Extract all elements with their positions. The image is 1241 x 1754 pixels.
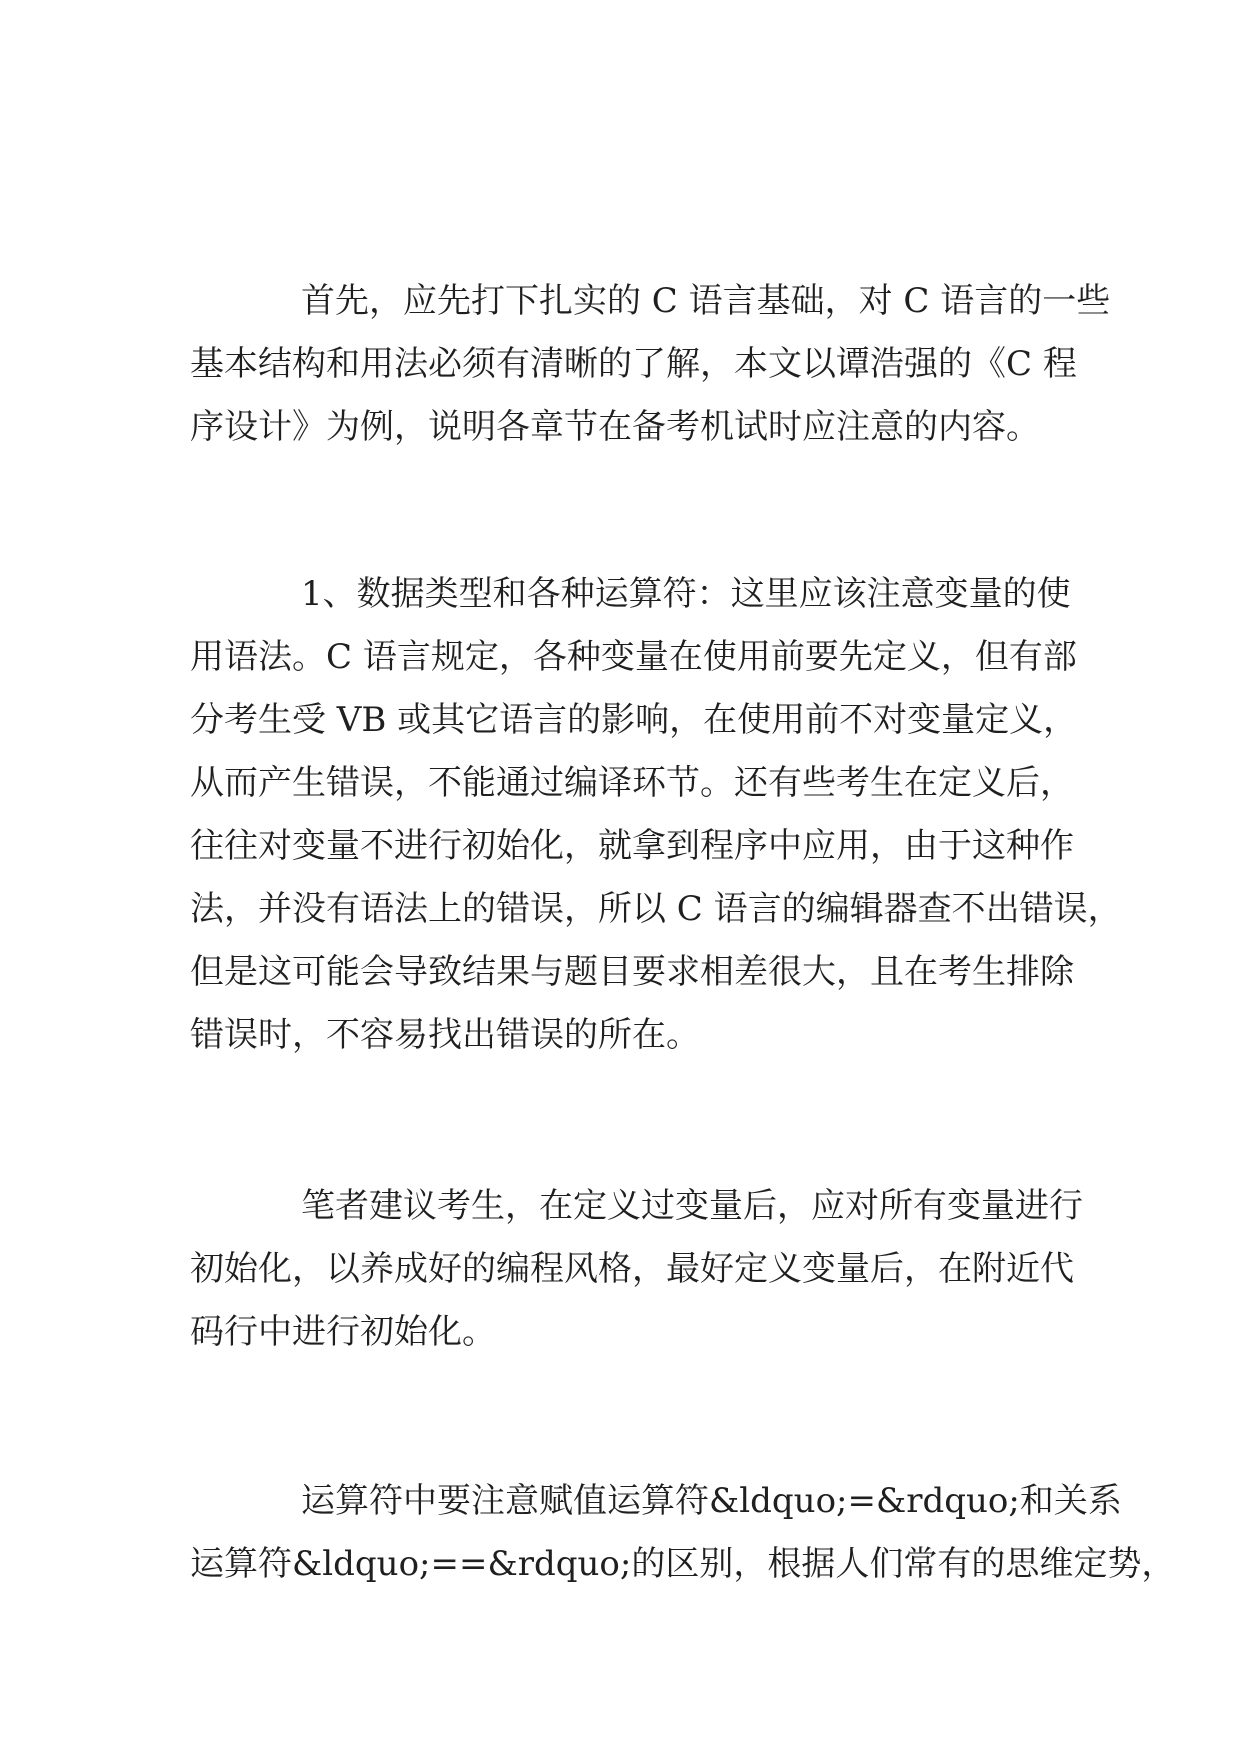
paragraph-1-line-3: 序设计》为例，说明各章节在备考机试时应注意的内容。 xyxy=(190,407,1040,447)
paragraph-2-line-4: 从而产生错误，不能通过编译环节。还有些考生在定义后， xyxy=(190,763,1074,803)
paragraph-2-line-6: 法，并没有语法上的错误，所以 C 语言的编辑器查不出错误， xyxy=(190,889,1122,929)
paragraph-2-line-1: 1、数据类型和各种运算符：这里应该注意变量的使 xyxy=(301,574,1071,614)
paragraph-4-line-2: 运算符&ldquo;==&rdquo;的区别，根据人们常有的思维定势， xyxy=(190,1544,1176,1584)
paragraph-3-line-1: 笔者建议考生，在定义过变量后，应对所有变量进行 xyxy=(301,1186,1083,1226)
paragraph-2-line-7: 但是这可能会导致结果与题目要求相差很大，且在考生排除 xyxy=(190,952,1074,992)
paragraph-2-line-8: 错误时，不容易找出错误的所在。 xyxy=(190,1015,700,1055)
paragraph-2-line-2: 用语法。C 语言规定，各种变量在使用前要先定义，但有部 xyxy=(190,637,1077,677)
paragraph-1-line-2: 基本结构和用法必须有清晰的了解，本文以谭浩强的《C 程 xyxy=(190,344,1077,384)
paragraph-2-line-3: 分考生受 VB 或其它语言的影响，在使用前不对变量定义， xyxy=(190,700,1078,740)
paragraph-3-line-2: 初始化，以养成好的编程风格，最好定义变量后，在附近代 xyxy=(190,1249,1074,1289)
paragraph-2-line-5: 往往对变量不进行初始化，就拿到程序中应用，由于这种作 xyxy=(190,826,1074,866)
paragraph-4-line-1: 运算符中要注意赋值运算符&ldquo;=&rdquo;和关系 xyxy=(301,1481,1122,1521)
paragraph-1-line-1: 首先，应先打下扎实的 C 语言基础，对 C 语言的一些 xyxy=(301,281,1111,321)
paragraph-3-line-3: 码行中进行初始化。 xyxy=(190,1312,496,1352)
